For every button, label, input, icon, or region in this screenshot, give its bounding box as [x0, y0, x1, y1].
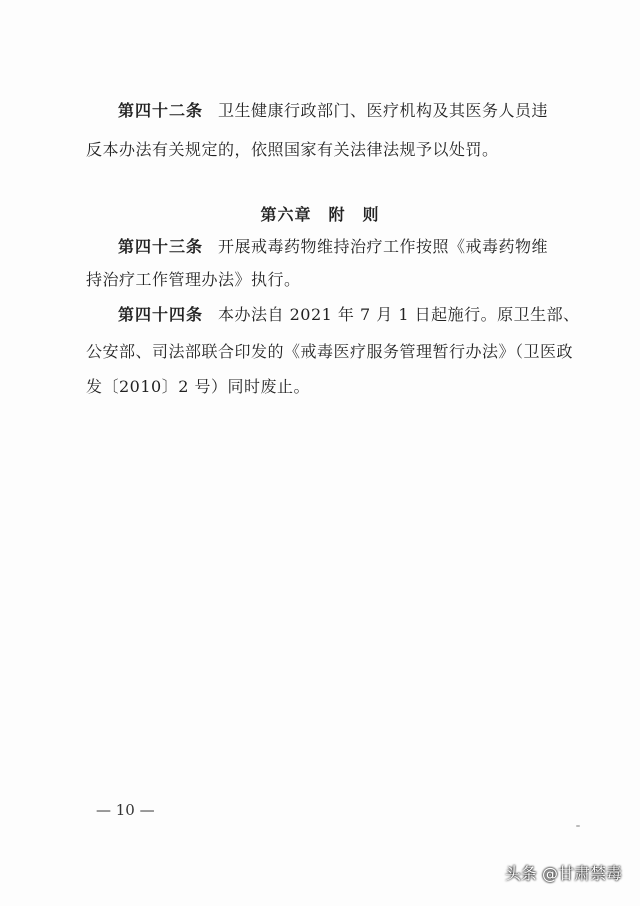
article-44-text-line-1: 本办法自 2021 年 7 月 1 日起施行。原卫生部、 [218, 305, 580, 324]
watermark: 头条 @甘肃禁毒 [504, 864, 622, 883]
chapter-6-title: 第六章 附 则 [260, 205, 380, 224]
article-42-text-line-1: 卫生健康行政部门、医疗机构及其医务人员违 [218, 101, 549, 120]
article-42-label: 第四十二条 [118, 101, 204, 120]
scan-speck [576, 825, 580, 827]
page-number: — 10 — [96, 801, 155, 819]
article-44-text-line-3: 发〔2010〕2 号）同时废止。 [86, 377, 310, 396]
article-43-text-line-1: 开展戒毒药物维持治疗工作按照《戒毒药物维 [218, 237, 549, 256]
article-44-text-line-2: 公安部、司法部联合印发的《戒毒医疗服务管理暂行办法》（卫医政 [86, 342, 574, 361]
article-44-label: 第四十四条 [118, 305, 204, 324]
article-43-text-line-2: 持治疗工作管理办法》执行。 [86, 270, 301, 289]
article-42-text-line-2: 反本办法有关规定的，依照国家有关法律法规予以处罚。 [86, 140, 499, 159]
article-43-label: 第四十三条 [118, 237, 204, 256]
